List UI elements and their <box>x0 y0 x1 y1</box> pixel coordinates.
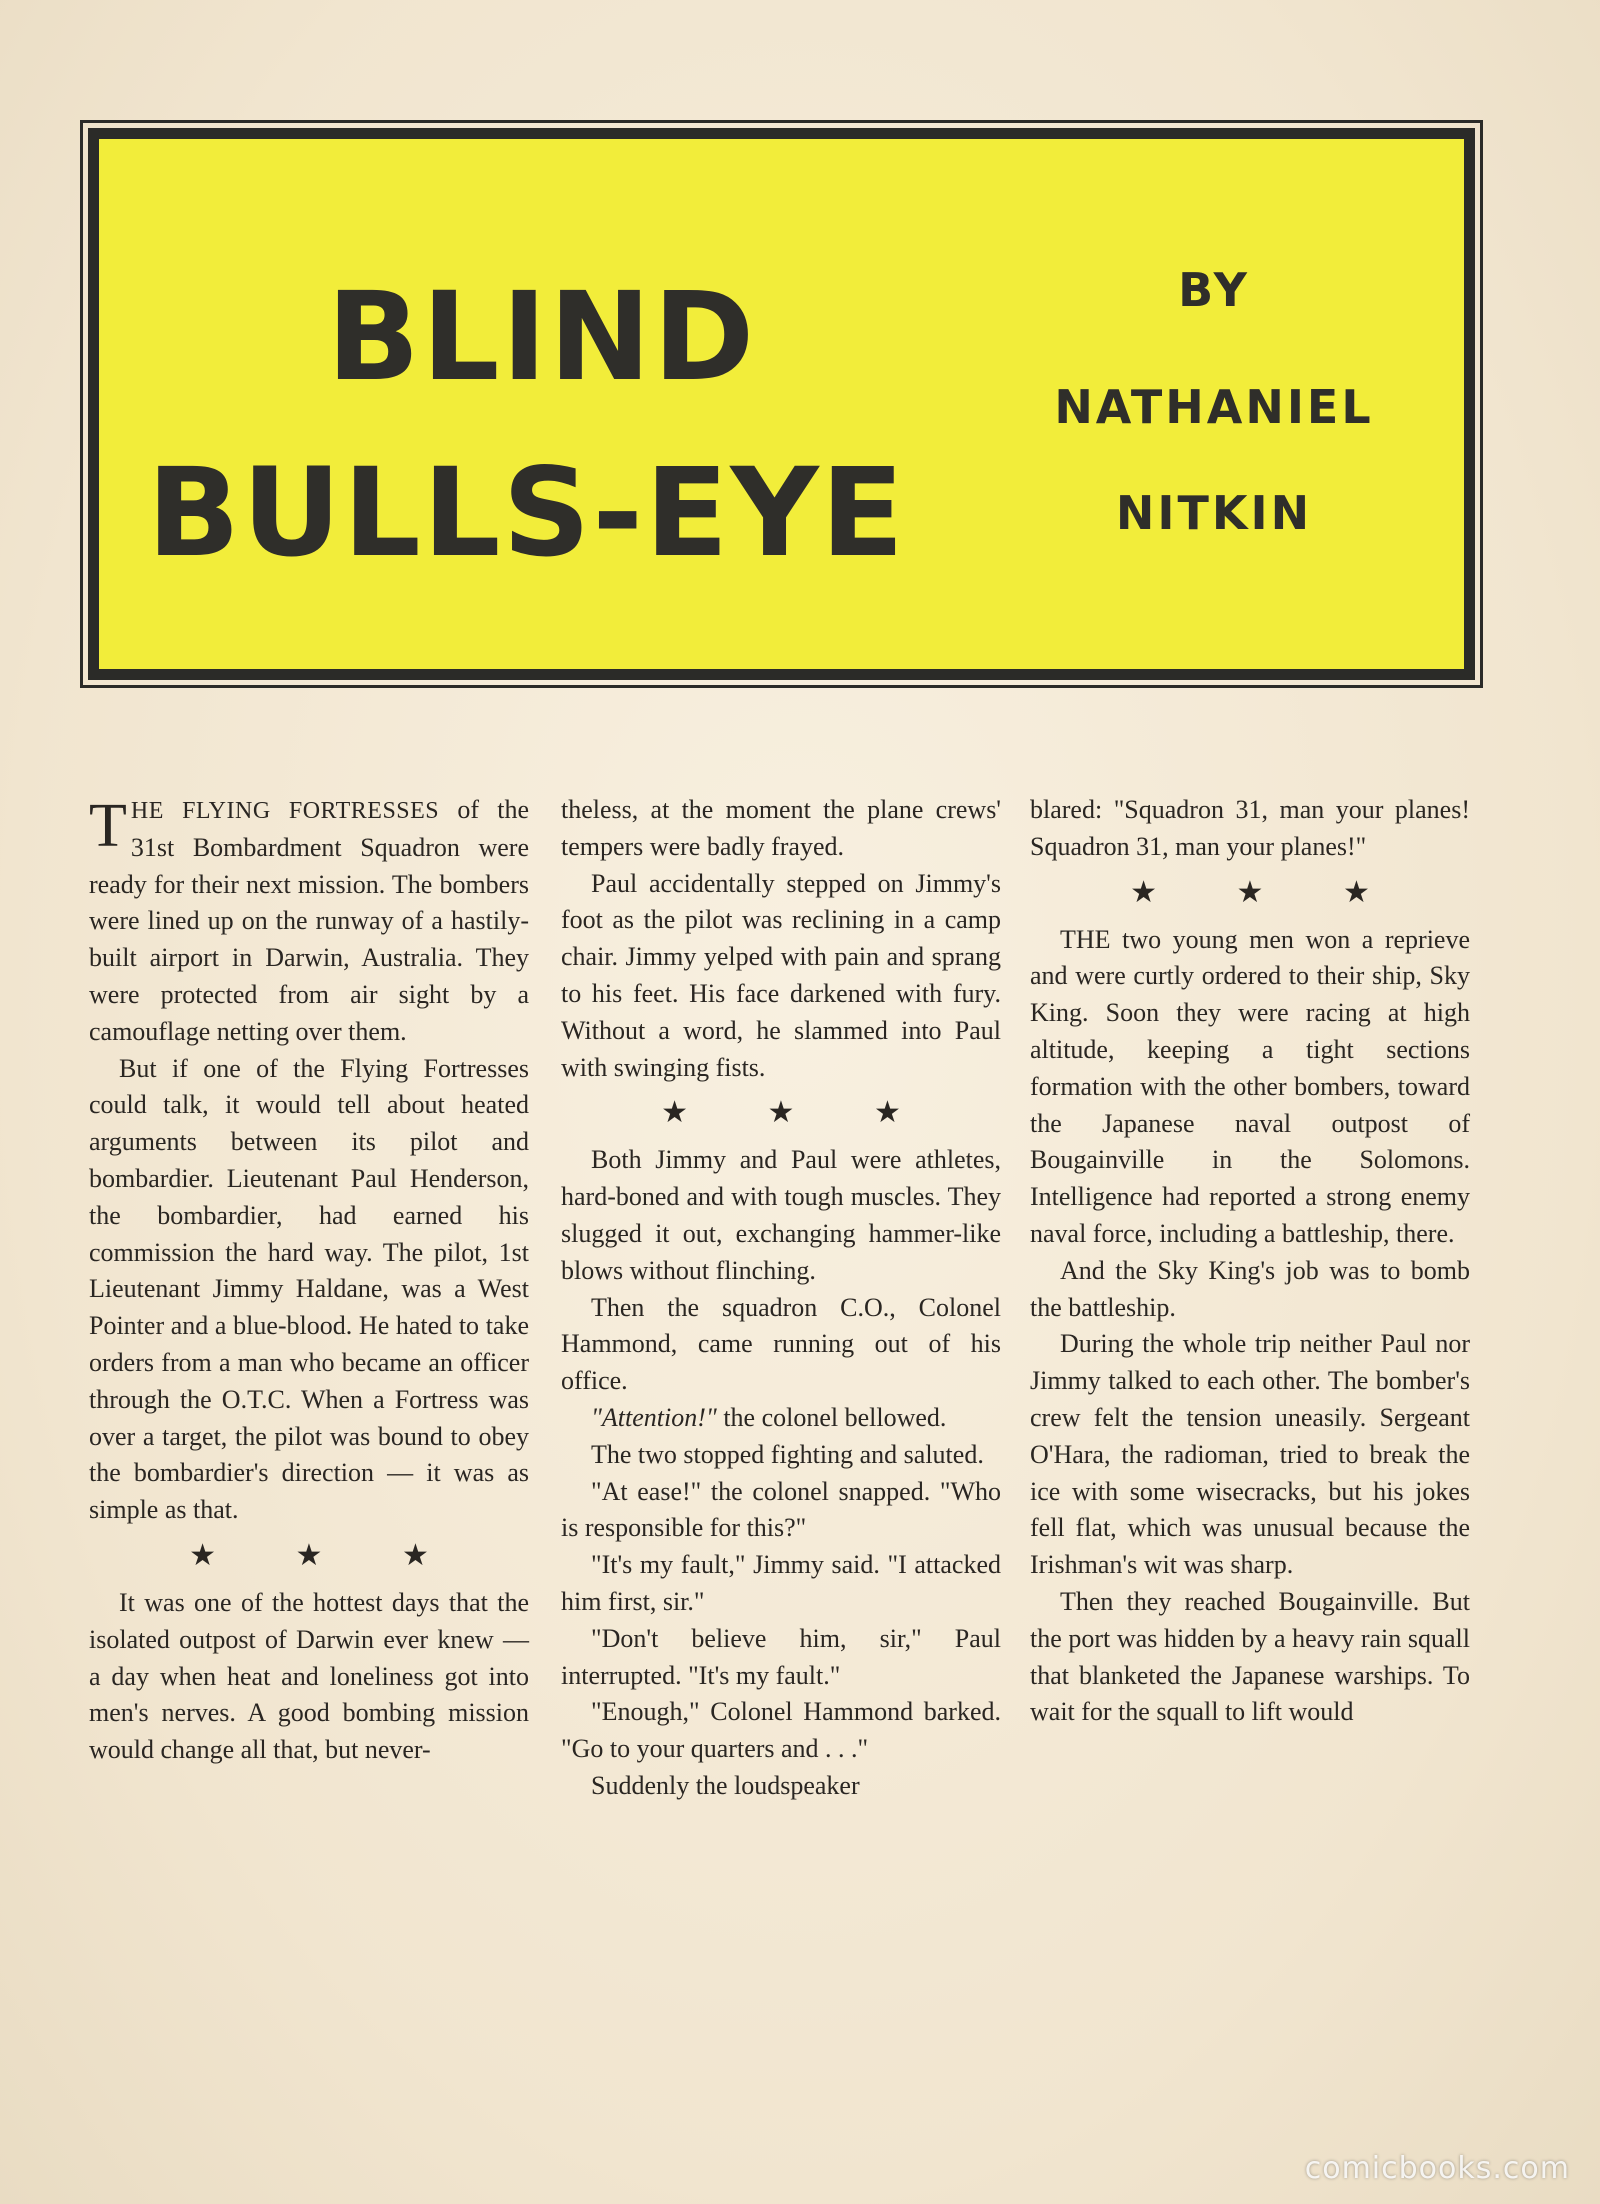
paragraph: "It's my fault," Jimmy said. "I attacked him first, sir." <box>561 1550 1001 1616</box>
paragraph: theless, at the moment the plane crews' tempers were badly frayed. <box>561 795 1001 861</box>
author-last-name: NITKIN <box>1115 486 1313 540</box>
paragraph: Both Jimmy and Paul were athletes, hard-boned and with tough muscles. They slugged it out, exchanging hammer-like blows without flinching. <box>561 1145 1001 1285</box>
paragraph: "At ease!" the colonel snapped. "Who is responsible for this?" <box>561 1476 1001 1543</box>
paragraph <box>561 1400 1001 1437</box>
paragraph: "Don't believe him, sir," Paul interrupted. "It's my fault." <box>561 1623 1001 1690</box>
story-title-line-2: BULLS-EYE <box>146 442 907 584</box>
paragraph: Paul accidentally stepped on Jimmy's foot as the pilot was reclining in a camp chair. Jimmy yelped with pain and sprang to his feet. His face darkened with fury. Without a word, he slammed into Paul with swinging fists. <box>561 868 1001 1082</box>
text-column-2 <box>561 792 1001 1805</box>
lead-caps: HE FLYING FORTRESSES <box>130 798 440 824</box>
section-separator: ★ ★ ★ <box>661 1096 937 1130</box>
paragraph: But if one of the Flying Fortresses could talk, it would tell about heated arguments between its pilot and bombardier. Lieutenant Paul Henderson, the bombardier, had earned his commission the hard way. The pilot, 1st Lieutenant Jimmy Haldane, was a West Pointer and a blue-blood. He hated to take orders from a man who became an officer through the O.T.C. When a Fortress was over a target, the pilot was bound to obey the bombardier's direction — it was as simple as that. <box>89 1053 529 1525</box>
paragraph: And the Sky King's job was to bomb the battleship. <box>1030 1255 1470 1322</box>
site-watermark: comicbooks.com <box>1304 2151 1570 2186</box>
byline-by: BY <box>1178 263 1250 317</box>
section-separator: ★ ★ ★ <box>1130 875 1406 909</box>
text-column-3 <box>1030 792 1470 1731</box>
paragraph: Suddenly the loudspeaker <box>591 1770 860 1800</box>
paragraph: During the whole trip neither Paul nor Jimmy talked to each other. The bomber's crew felt the tension uneasily. Sergeant O'Hara, the radioman, tried to break the ice with some wisecracks, but his jokes fell flat, which was unusual because the Irishman's wit was sharp. <box>1030 1329 1470 1580</box>
paragraph-text: of the 31st Bombardment Squadron were ready for their next mission. The bombers were lined up on the runway of a hastily-built airport in Darwin, Australia. They were protected from air sight by a camouflage netting over them. <box>89 795 529 1046</box>
paragraph: THE two young men won a reprieve and were curtly ordered to their ship, Sky King. Soon they were racing at high altitude, keeping a tight sections formation with the other bombers, toward the Japanese naval outpost of Bougainville in the Solomons. Intelligence had reported a strong enemy naval force, including a battleship, there. <box>1030 924 1470 1248</box>
paragraph: "Enough," Colonel Hammond barked. "Go to your quarters and . . ." <box>561 1697 1001 1764</box>
section-separator: ★ ★ ★ <box>189 1538 465 1572</box>
paragraph: Then they reached Bougainville. But the port was hidden by a heavy rain squall that blanketed the Japanese warships. To wait for the squall to lift would <box>1030 1586 1470 1727</box>
paragraph: The two stopped fighting and saluted. <box>591 1439 984 1469</box>
text-column-1 <box>89 792 529 1769</box>
title-panel <box>88 128 1475 680</box>
story-title-line-1: BLIND <box>326 266 757 408</box>
paragraph-text: the colonel bellowed. <box>723 1402 947 1432</box>
paragraph: blared: "Squadron 31, man your planes! Squadron 31, man your planes!" <box>1030 795 1470 861</box>
attention-shout: "Attention!" <box>591 1402 717 1432</box>
paragraph: It was one of the hottest days that the isolated outpost of Darwin ever knew — a day when heat and loneliness got into men's nerves. A good bombing mission would change all that, but never- <box>89 1587 529 1765</box>
paragraph <box>89 792 529 1051</box>
author-first-name: NATHANIEL <box>1054 380 1374 434</box>
paragraph: Then the squadron C.O., Colonel Hammond, came running out of his office. <box>561 1292 1001 1396</box>
drop-cap: T <box>89 792 127 860</box>
